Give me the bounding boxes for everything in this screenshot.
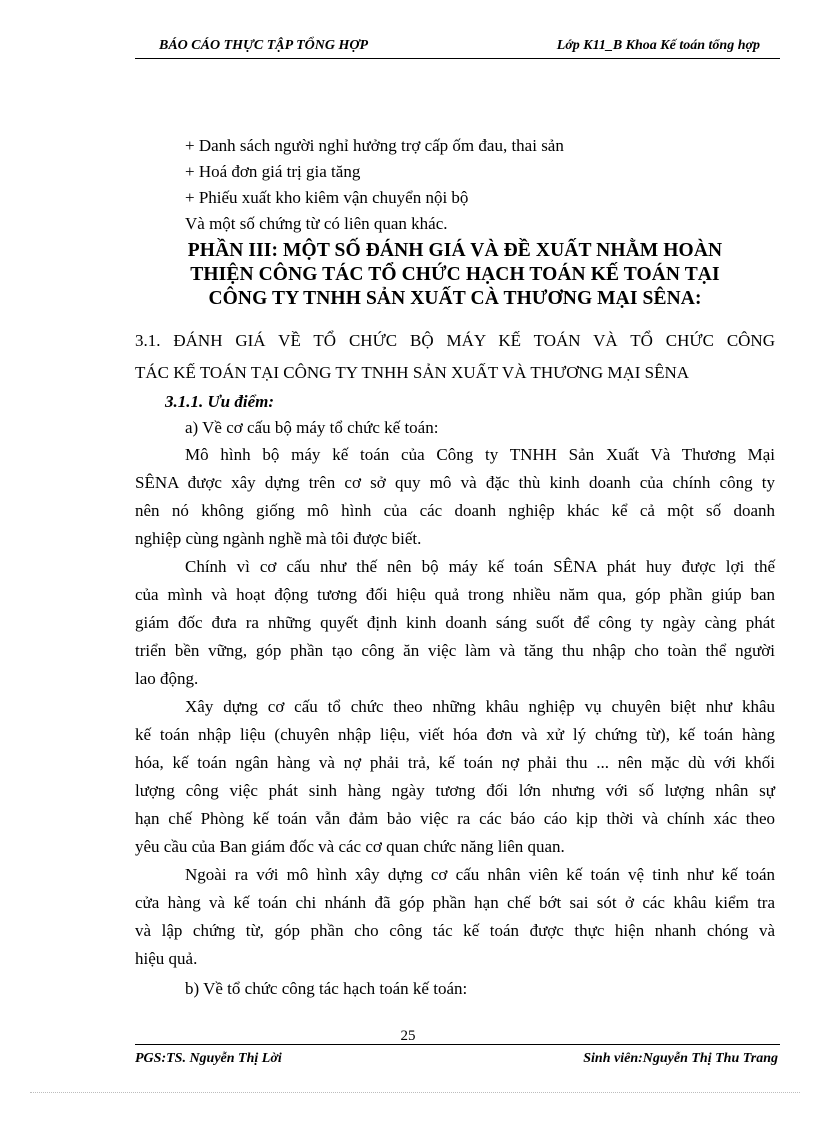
paragraph-line: triển bền vững, góp phần tạo công ăn việc làm và tăng thu nhập cho toàn thể người xyxy=(135,641,775,660)
part-heading xyxy=(135,239,775,311)
subheading: 3.1.1. Ưu điểm: xyxy=(165,392,275,411)
page-number: 25 xyxy=(400,1028,416,1044)
document-list xyxy=(135,133,775,237)
paragraph-line: Mô hình bộ máy kế toán của Công ty TNHH Sản Xuất Và Thương Mại xyxy=(185,445,775,464)
paragraph-line: SÊNA được xây dựng trên cơ sở quy mô và đặc thù kinh doanh của chính công ty xyxy=(135,473,775,492)
footer-student: Sinh viên:Nguyễn Thị Thu Trang xyxy=(583,1051,778,1066)
paragraph-line: nên nó không giống mô hình của các doanh nghiệp khác kể cả một số doanh xyxy=(135,501,775,520)
item-a: a) Về cơ cấu bộ máy tổ chức kế toán: xyxy=(185,418,439,437)
paragraph-3 xyxy=(135,693,775,861)
paragraph-2 xyxy=(135,553,775,693)
list-item: Và một số chứng từ có liên quan khác. xyxy=(185,214,448,233)
list-item: + Phiếu xuất kho kiêm vận chuyển nội bộ xyxy=(185,188,469,207)
paragraph-line: Chính vì cơ cấu như thế nên bộ máy kế toán SÊNA phát huy được lợi thế xyxy=(185,557,775,576)
section-heading xyxy=(135,325,775,389)
list-item: + Danh sách người nghỉ hưởng trợ cấp ốm đau, thai sản xyxy=(185,136,564,155)
paragraph-line: hạn chế Phòng kế toán vẫn đảm bảo việc ra các báo cáo kịp thời và chính xác theo xyxy=(135,809,775,828)
paragraph-line: lao động. xyxy=(135,669,199,688)
paragraph-line: và lập chứng từ, góp phần cho công tác kế toán được thực hiện nhanh chóng và xyxy=(135,921,775,940)
paragraph-1 xyxy=(135,441,775,553)
paragraph-line: giám đốc đưa ra những quyết định kinh doanh sáng suốt để công ty ngày càng phát xyxy=(135,613,775,632)
paragraph-line: Ngoài ra với mô hình xây dựng cơ cấu nhân viên kế toán vệ tinh như kế toán xyxy=(185,865,775,884)
paragraph-line: của mình và hoạt động tương đối hiệu quả trong nhiều năm qua, góp phần giúp ban xyxy=(135,585,775,604)
paragraph-line: nghiệp cùng ngành nghề mà tôi được biết. xyxy=(135,529,422,548)
header-report-title: BÁO CÁO THỰC TẬP TỔNG HỢP xyxy=(159,38,369,53)
paragraph-line: hiệu quả. xyxy=(135,949,198,968)
part-heading-line: CÔNG TY TNHH SẢN XUẤT CÀ THƯƠNG MẠI SÊNA: xyxy=(208,288,702,309)
list-item: + Hoá đơn giá trị gia tăng xyxy=(185,162,361,181)
page-bottom-divider xyxy=(30,1092,800,1093)
page-body xyxy=(135,133,775,1005)
paragraph-line: lượng công việc phát sinh hàng ngày tương đối lớn nhưng với số lượng nhân sự xyxy=(135,781,775,800)
header-class-info: Lớp K11_B Khoa Kế toán tổng hợp xyxy=(556,38,760,53)
footer-supervisor: PGS:TS. Nguyễn Thị Lời xyxy=(135,1051,282,1066)
item-b: b) Về tổ chức công tác hạch toán kế toán: xyxy=(185,979,468,998)
paragraph-line: kế toán nhập liệu (chuyên nhập liệu, viết hóa đơn và xử lý chứng từ), kế toán hàng xyxy=(135,725,775,744)
section-heading-line: TÁC KẾ TOÁN TẠI CÔNG TY TNHH SẢN XUẤT VÀ THƯƠNG MẠI SÊNA xyxy=(135,363,690,382)
page-footer xyxy=(135,1044,780,1069)
page-header xyxy=(135,38,780,59)
paragraph-line: cửa hàng và kế toán chi nhánh đã góp phần hạn chế bớt sai sót ở các khâu kiểm tra xyxy=(135,893,775,912)
section-heading-line: 3.1. ĐÁNH GIÁ VỀ TỔ CHỨC BỘ MÁY KẾ TOÁN VÀ TỔ CHỨC CÔNG xyxy=(135,331,775,350)
paragraph-line: yêu cầu của Ban giám đốc và các cơ quan chức năng liên quan. xyxy=(135,837,565,856)
paragraph-line: hóa, kế toán ngân hàng và nợ phải trả, kế toán nợ phải thu ... nên mặc dù với khối xyxy=(135,753,775,772)
paragraph-line: Xây dựng cơ cấu tổ chức theo những khâu nghiệp vụ chuyên biệt như khâu xyxy=(185,697,775,716)
part-heading-line: THIỆN CÔNG TÁC TỔ CHỨC HẠCH TOÁN KẾ TOÁN TẠI xyxy=(190,264,720,285)
part-heading-line: PHẦN III: MỘT SỐ ĐÁNH GIÁ VÀ ĐỀ XUẤT NHẰM HOÀN xyxy=(187,240,723,261)
paragraph-4 xyxy=(135,861,775,973)
